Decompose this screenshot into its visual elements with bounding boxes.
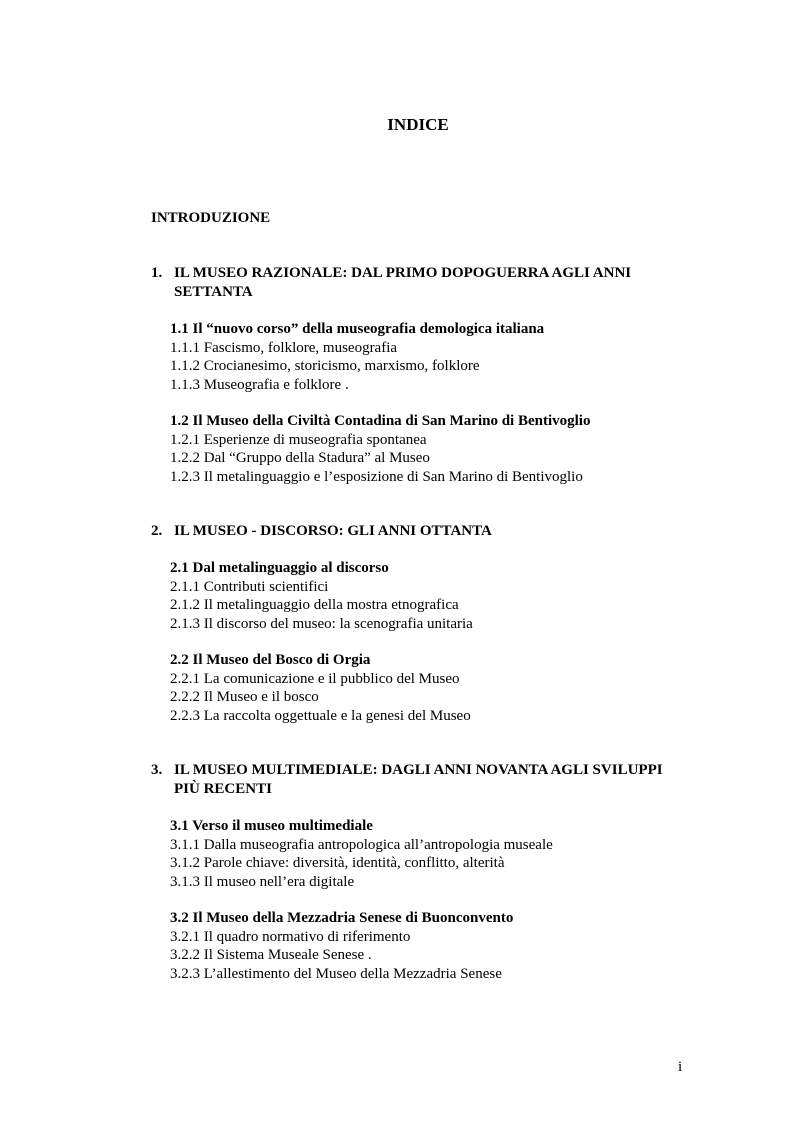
subsection-item: 1.2.3 Il metalinguaggio e l’esposizione di San Marino di Bentivoglio [170, 468, 583, 485]
subsection-item: 2.1.2 Il metalinguaggio della mostra etnografica [170, 597, 459, 613]
section-title: 2.1 Dal metalinguaggio al discorso [170, 560, 389, 576]
section-2-2 [170, 651, 690, 725]
subsection-item: 3.1.3 Il museo nell’era digitale [170, 873, 355, 890]
section-2-1 [170, 559, 690, 633]
page-title: INDICE [387, 115, 449, 134]
section-1-2 [170, 412, 690, 486]
subsection-item: 1.1.3 Museografia e folklore . [170, 376, 349, 393]
chapter-number: 3. [151, 762, 163, 778]
subsection-item: 3.2.1 Il quadro normativo di riferimento [170, 928, 411, 945]
chapter-title: IL MUSEO - DISCORSO: GLI ANNI OTTANTA [174, 523, 492, 539]
section-title: 1.2 Il Museo della Civiltà Contadina di San Marino di Bentivoglio [170, 413, 591, 429]
subsection-item: 3.1.2 Parole chiave: diversità, identità, conflitto, alterità [170, 855, 505, 871]
chapter-number: 2. [151, 523, 163, 539]
chapter-2-heading [151, 522, 691, 541]
section-title: 3.1 Verso il museo multimediale [170, 818, 373, 834]
page-number: i [678, 1059, 683, 1075]
toc-introduction: INTRODUZIONE [151, 210, 271, 226]
subsection-item: 2.2.3 La raccolta oggettuale e la genesi del Museo [170, 707, 471, 724]
section-3-1 [170, 817, 690, 891]
subsection-item: 1.1.2 Crocianesimo, storicismo, marxismo, folklore [170, 358, 480, 374]
section-title: 2.2 Il Museo del Bosco di Orgia [170, 652, 371, 668]
subsection-item: 3.2.3 L’allestimento del Museo della Mezzadria Senese [170, 965, 502, 982]
subsection-item: 2.2.1 La comunicazione e il pubblico del Museo [170, 670, 460, 687]
chapter-1-heading [151, 264, 691, 302]
chapter-number: 1. [151, 265, 163, 281]
section-1-1 [170, 320, 690, 394]
subsection-item: 2.1.1 Contributi scientifici [170, 578, 329, 595]
chapter-title: IL MUSEO MULTIMEDIALE: DAGLI ANNI NOVANTA AGLI SVILUPPI PIÙ RECENTI [174, 762, 663, 797]
subsection-item: 2.1.3 Il discorso del museo: la scenografia unitaria [170, 615, 473, 632]
chapter-3-heading [151, 761, 691, 799]
subsection-item: 2.2.2 Il Museo e il bosco [170, 689, 319, 705]
subsection-item: 1.2.1 Esperienze di museografia spontanea [170, 431, 427, 448]
subsection-item: 1.2.2 Dal “Gruppo della Stadura” al Museo [170, 450, 430, 466]
subsection-item: 3.1.1 Dalla museografia antropologica all’antropologia museale [170, 836, 553, 853]
section-title: 1.1 Il “nuovo corso” della museografia demologica italiana [170, 321, 545, 337]
section-title: 3.2 Il Museo della Mezzadria Senese di Buonconvento [170, 910, 514, 926]
section-3-2 [170, 909, 690, 983]
chapter-title: IL MUSEO RAZIONALE: DAL PRIMO DOPOGUERRA AGLI ANNI SETTANTA [174, 265, 632, 300]
subsection-item: 3.2.2 Il Sistema Museale Senese . [170, 947, 372, 963]
subsection-item: 1.1.1 Fascismo, folklore, museografia [170, 339, 398, 356]
